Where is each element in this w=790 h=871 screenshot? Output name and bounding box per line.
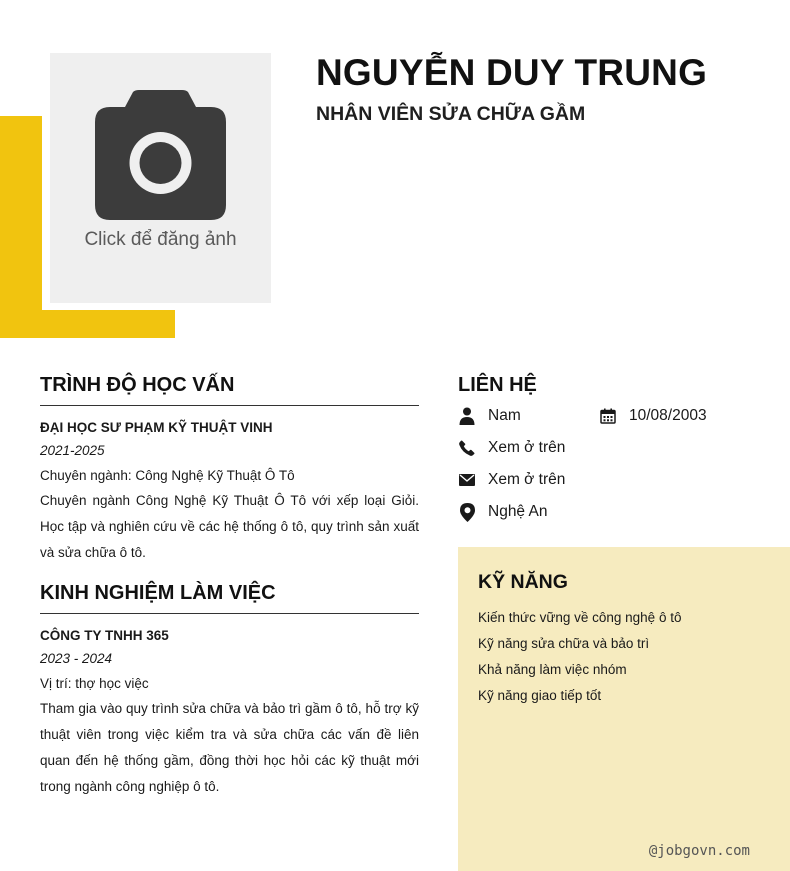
experience-description: Tham gia vào quy trình sửa chữa và bảo trì gầm ô tô, hỗ trợ kỹ thuật viên trong việc kiểm tra và sửa chữa các vấn đề liên quan đến hệ thống gầm, đồng thời học hỏi các kỹ thuật mới trong ngành công nghiệp ô tô. [40,701,419,794]
education-heading: TRÌNH ĐỘ HỌC VẤN [40,374,419,406]
phone-icon [458,439,476,457]
photo-upload[interactable] [50,53,271,303]
mail-icon [458,471,476,489]
skill-item: Khả năng làm việc nhóm [478,662,627,677]
experience-period: 2023 - 2024 [40,651,113,666]
education-description: Chuyên ngành Công Nghệ Kỹ Thuật Ô Tô với xếp loại Giỏi. Học tập và nghiên cứu về các hệ thống ô tô, quy trình sản xuất và sửa chữa ô tô. [40,493,419,560]
experience-heading: KINH NGHIỆM LÀM VIỆC [40,582,419,614]
calendar-icon [599,407,617,425]
contact-gender [458,405,521,427]
contact-address [458,501,547,523]
company-name: CÔNG TY TNHH 365 [40,628,169,643]
watermark: @jobgovn.com [648,843,750,859]
skills-heading: KỸ NĂNG [478,571,568,593]
school-name: ĐẠI HỌC SƯ PHẠM KỸ THUẬT VINH [40,420,273,435]
education-major: Chuyên ngành: Công Nghệ Kỹ Thuật Ô Tô [40,468,295,483]
contact-birthdate [599,405,707,427]
contact-phone [458,437,565,459]
address-value: Nghệ An [488,503,548,520]
skill-item: Kỹ năng sửa chữa và bảo trì [478,636,650,651]
left-column [40,374,419,800]
gender-value: Nam [488,407,521,424]
accent-bar-horizontal [0,310,175,338]
skill-item: Kỹ năng giao tiếp tốt [478,688,602,703]
phone-value: Xem ở trên [488,439,566,456]
skill-item: Kiến thức vững về công nghệ ô tô [478,610,682,625]
photo-upload-label: Click để đăng ảnh [84,229,237,250]
email-value: Xem ở trên [488,471,566,488]
person-icon [458,407,476,425]
skills-list [478,605,681,709]
education-period: 2021-2025 [40,443,105,458]
camera-icon [95,90,226,220]
contact-email [458,469,565,491]
skills-panel [458,547,790,871]
candidate-name: NGUYỄN DUY TRUNG [316,52,708,93]
experience-position: Vị trí: thợ học việc [40,676,149,691]
birthdate-value: 10/08/2003 [629,407,707,424]
job-title: NHÂN VIÊN SỬA CHỮA GẦM [316,103,586,125]
contact-heading: LIÊN HỆ [458,374,537,396]
location-pin-icon [458,503,476,521]
accent-bar-vertical [0,116,42,338]
